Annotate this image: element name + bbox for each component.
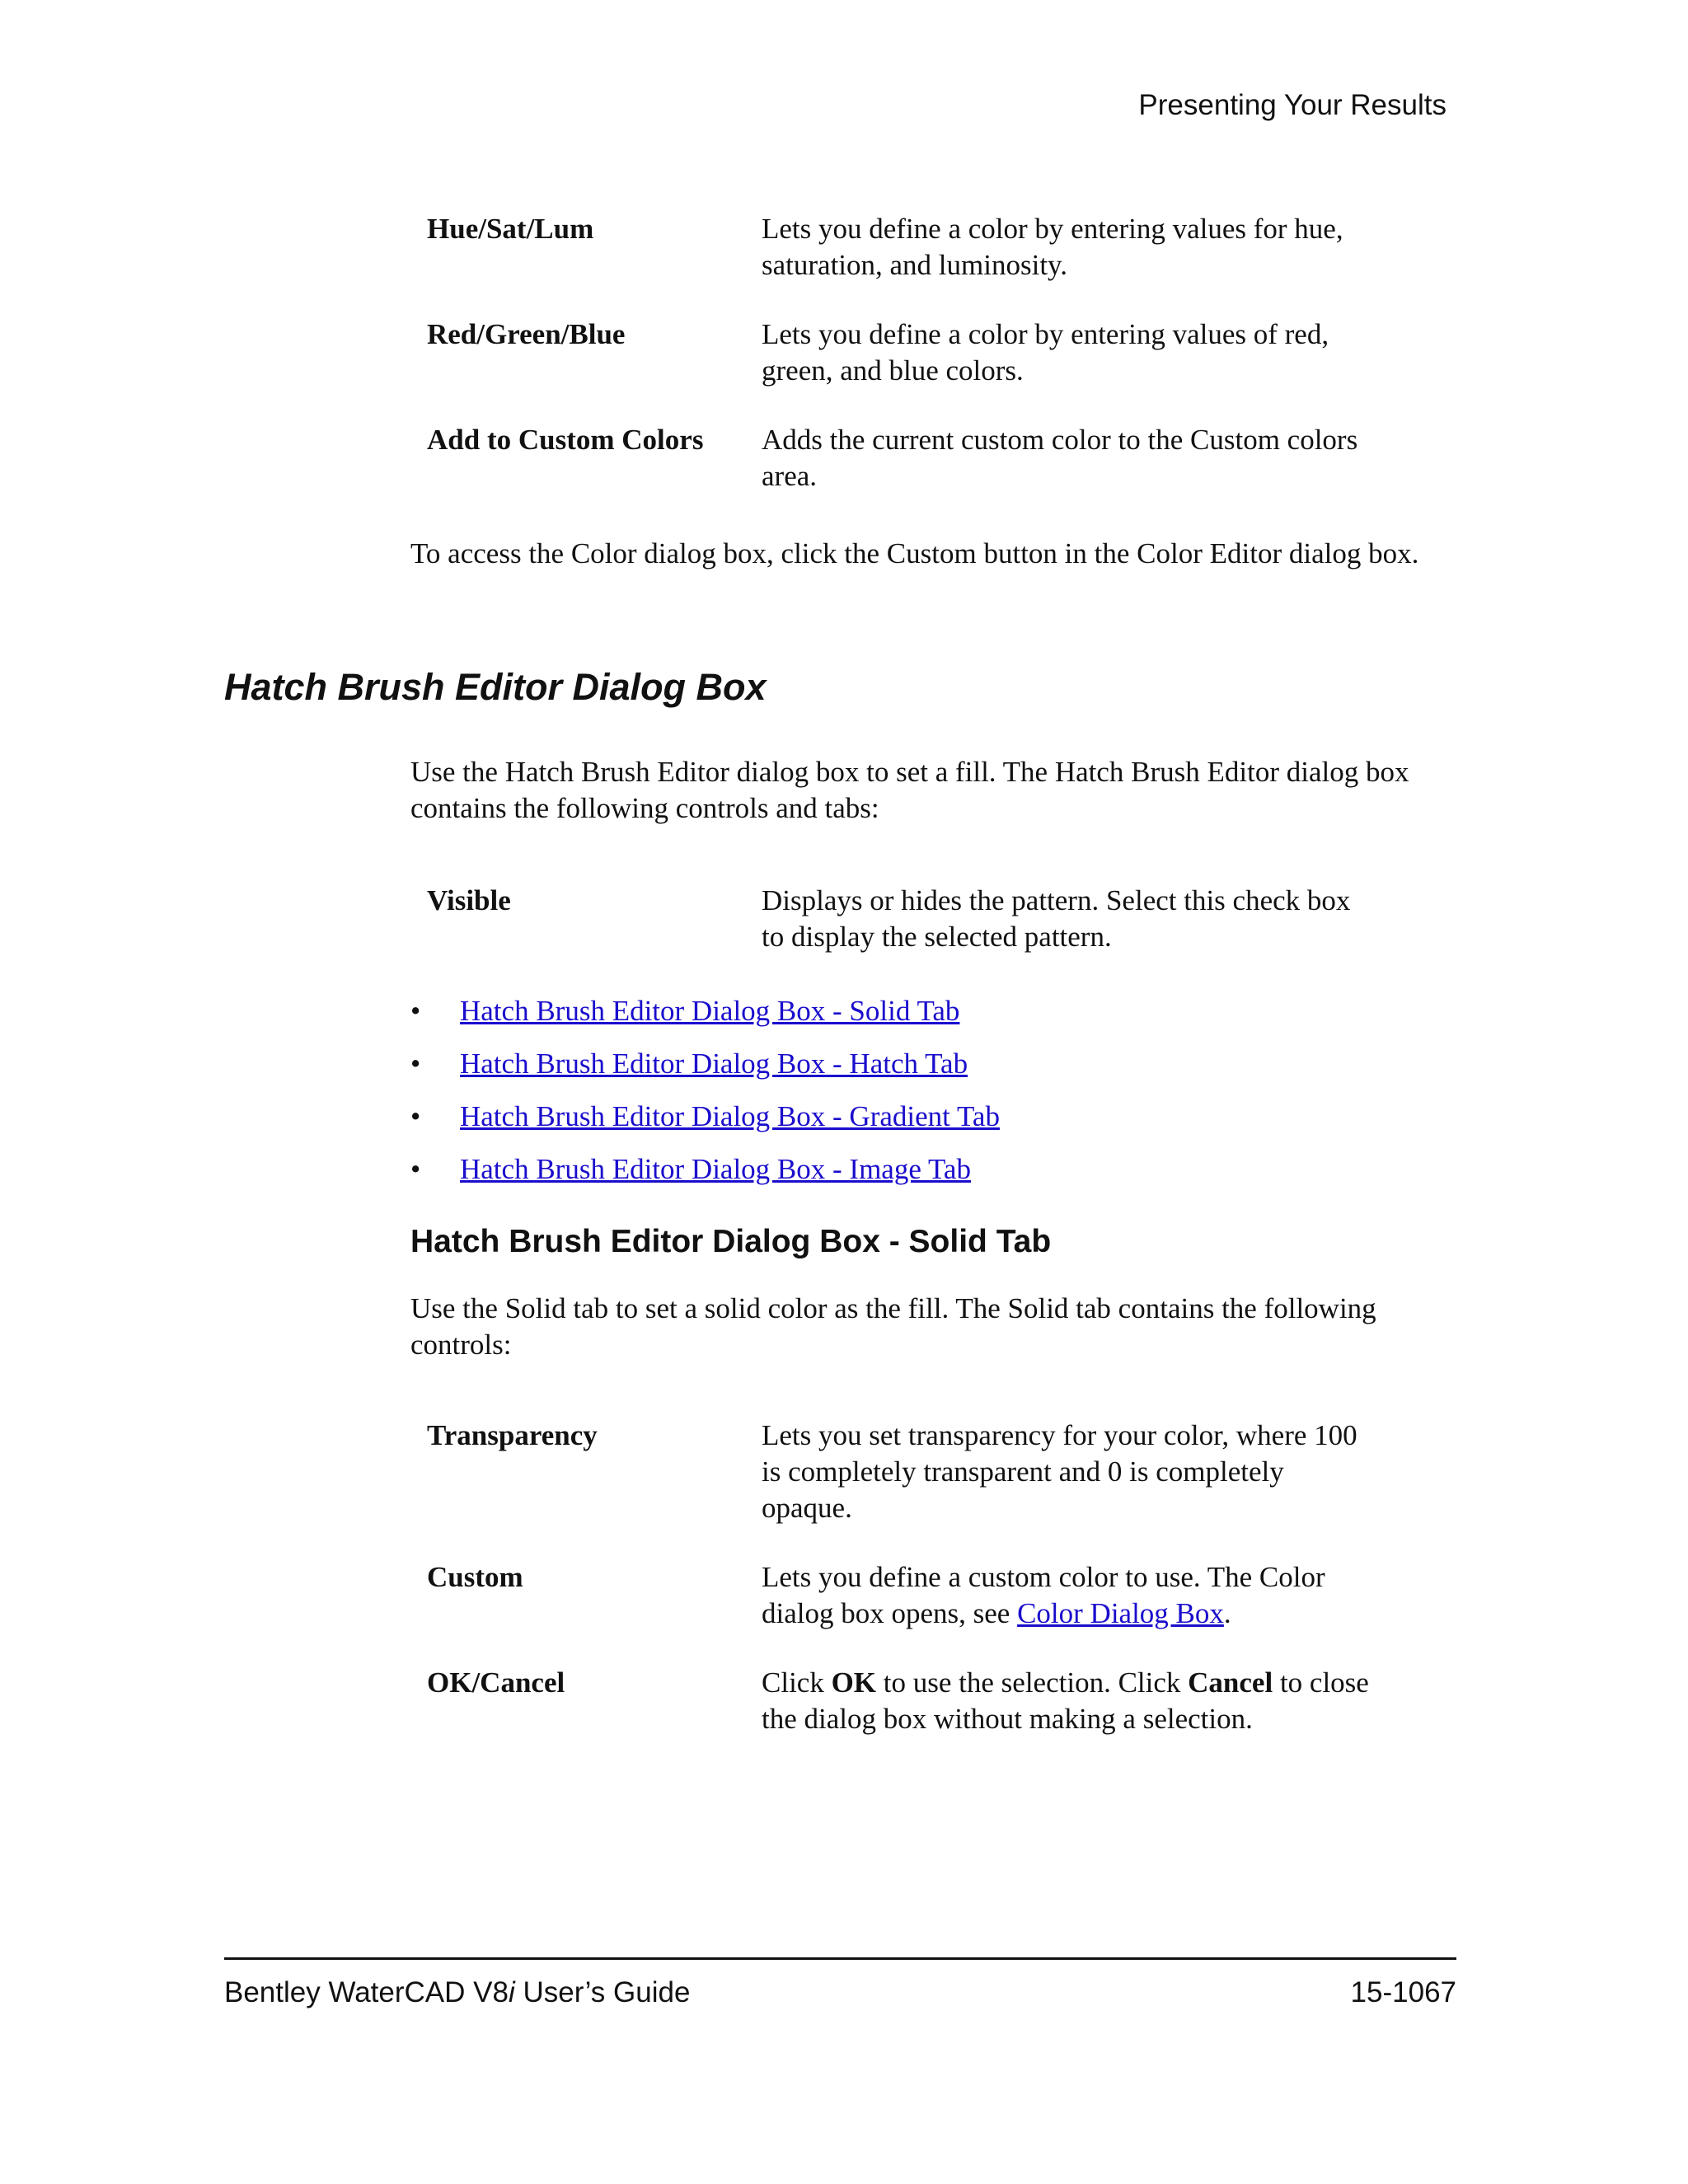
term: Add to Custom Colors: [427, 424, 704, 456]
cancel-label: Cancel: [1188, 1666, 1273, 1699]
description: Lets you set transparency for your color, where 100 is completely transparent and 0 is completely opaque.: [762, 1419, 1357, 1524]
color-dialog-box-link[interactable]: Color Dialog Box: [1017, 1597, 1224, 1629]
description: [762, 1559, 1372, 1632]
hatch-tab-link[interactable]: Hatch Brush Editor Dialog Box - Hatch Tab: [460, 1047, 968, 1080]
image-tab-link[interactable]: Hatch Brush Editor Dialog Box - Image Tab: [460, 1153, 971, 1185]
solid-controls-table: [427, 1418, 1441, 1770]
running-header: Presenting Your Results: [1138, 89, 1447, 121]
term: Transparency: [427, 1419, 598, 1451]
term: OK/Cancel: [427, 1666, 565, 1699]
definition-row: [427, 211, 1441, 284]
description: Adds the current custom color to the Custom colors area.: [762, 424, 1358, 492]
description-text: to close the dialog box without making a selection.: [762, 1666, 1369, 1735]
description: [762, 1665, 1372, 1737]
gradient-tab-link[interactable]: Hatch Brush Editor Dialog Box - Gradient Tab: [460, 1100, 1000, 1132]
guide-title-text: Bentley WaterCAD V8: [224, 1976, 509, 2008]
definition-row: [427, 1665, 1441, 1737]
description-text: to use the selection. Click: [876, 1666, 1189, 1699]
subsection-heading: Hatch Brush Editor Dialog Box - Solid Tab: [410, 1224, 1052, 1259]
definition-row: [427, 883, 1441, 955]
list-item: [410, 1046, 1000, 1099]
term: Custom: [427, 1561, 523, 1593]
section-heading: Hatch Brush Editor Dialog Box: [224, 666, 767, 708]
bullet: •: [410, 1047, 421, 1080]
definition-row: [427, 422, 1441, 494]
color-controls-table: [427, 211, 1441, 527]
definition-row: [427, 316, 1441, 389]
description: Displays or hides the pattern. Select this check box to display the selected pattern.: [762, 884, 1351, 953]
bullet: •: [410, 1153, 421, 1185]
subsection-intro: Use the Solid tab to set a solid color as the fill. The Solid tab contains the following controls:: [410, 1292, 1376, 1361]
tab-links-list: [410, 993, 1000, 1204]
page-number: 15-1067: [1350, 1976, 1456, 2008]
description: Lets you define a color by entering values of red, green, and blue colors.: [762, 318, 1329, 387]
access-note: To access the Color dialog box, click the Custom button in the Color Editor dialog box.: [410, 537, 1419, 569]
term: Red/Green/Blue: [427, 318, 626, 350]
ok-label: OK: [831, 1666, 877, 1699]
solid-tab-link[interactable]: Hatch Brush Editor Dialog Box - Solid Tab: [460, 995, 960, 1027]
guide-title-italic: i: [508, 1976, 515, 2008]
description-text: Lets you define a custom color to use. The Color dialog box opens, see: [762, 1561, 1325, 1629]
footer-rule: [224, 1957, 1456, 1960]
definition-row: [427, 1559, 1441, 1632]
guide-title-text: User’s Guide: [514, 1976, 691, 2008]
definition-row: [427, 1418, 1441, 1526]
list-item: [410, 993, 1000, 1046]
bullet: •: [410, 1100, 421, 1132]
description-text: Click: [762, 1666, 832, 1699]
bullet: •: [410, 995, 421, 1027]
term: Hue/Sat/Lum: [427, 213, 594, 245]
section-intro: Use the Hatch Brush Editor dialog box to set a fill. The Hatch Brush Editor dialog box contains the following controls and tabs:: [410, 756, 1409, 824]
footer-guide-title: [224, 1976, 690, 2009]
description-text: .: [1223, 1597, 1231, 1629]
list-item: [410, 1099, 1000, 1151]
term: Visible: [427, 884, 511, 916]
list-item: [410, 1151, 1000, 1204]
description: Lets you define a color by entering values for hue, saturation, and luminosity.: [762, 213, 1343, 281]
hatch-controls-table: [427, 883, 1441, 988]
